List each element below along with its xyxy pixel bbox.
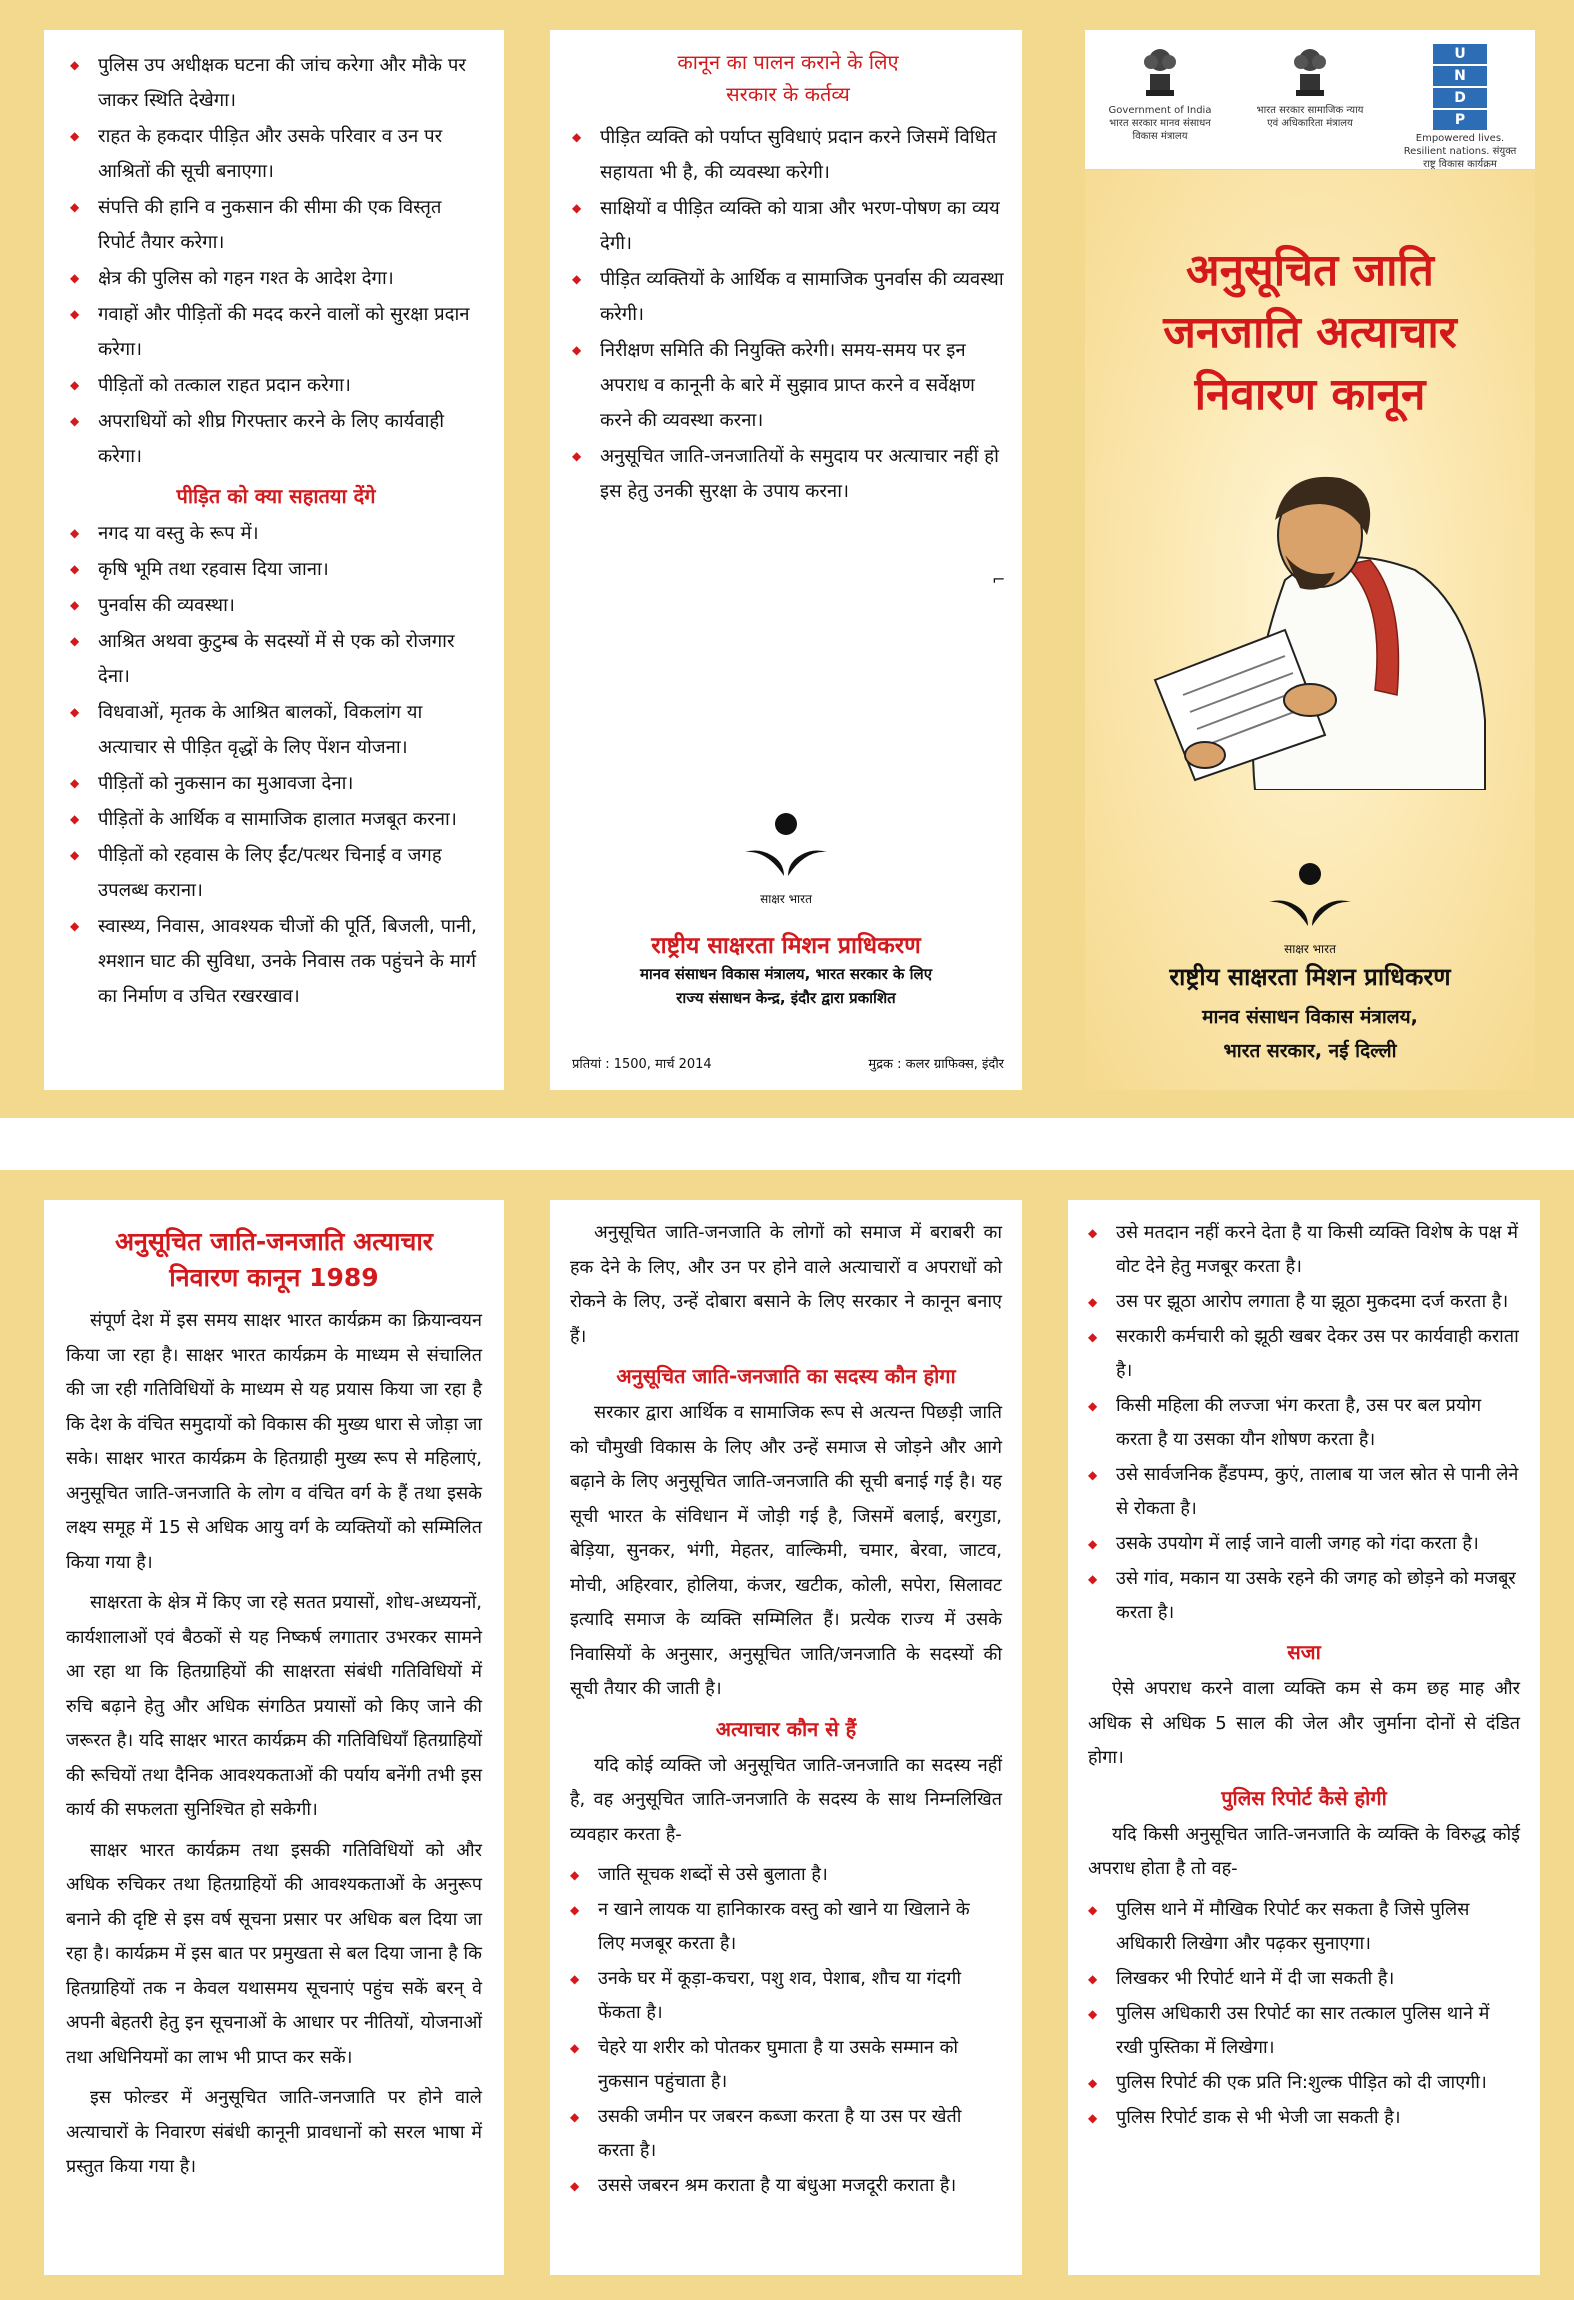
- ministry-line: भारत सरकार, नई दिल्ली: [1223, 1040, 1397, 1062]
- list-item: ◆ उसकी जमीन पर जबरन कब्जा करता है या उस पर खेती करता है।: [570, 2100, 1002, 2168]
- undp-letter: U: [1433, 44, 1487, 64]
- member-heading: अनुसूचित जाति-जनजाति का सदस्य कौन होगा: [616, 1364, 956, 1388]
- law-intro-paragraph: अनुसूचित जाति-जनजाति के लोगों को समाज में बराबरी का हक देने के लिए, और उन पर होने वाले अत्याचारों व अपराधों को रोकने के लिए, उन्हें दोबारा बसाने के लिए सरकार ने कानून बनाए हैं।: [570, 1222, 1002, 1347]
- undp-letter: N: [1433, 66, 1487, 86]
- list-item: ◆ विधवाओं, मृतक के आश्रित बालकों, विकलांग या अत्याचार से पीड़ित वृद्धों के लिए पेंशन योजना।: [70, 695, 482, 765]
- list-item: ◆ जाति सूचक शब्दों से उसे बुलाता है।: [570, 1858, 1002, 1892]
- cover-area: [1085, 170, 1535, 1090]
- list-item: ◆ उसे मतदान नहीं करने देता है या किसी व्यक्ति विशेष के पक्ष में वोट देने हेतु मजबूर करता है।: [1088, 1216, 1520, 1284]
- intro-paragraph: इस फोल्डर में अनुसूचित जाति-जनजाति पर होने वाले अत्याचारों के निवारण संबंधी कानूनी प्रावधानों को सरल भाषा में प्रस्तुत किया गया है।: [66, 2087, 482, 2177]
- undp-letter: P: [1433, 110, 1487, 130]
- ashoka-emblem-icon: [1140, 44, 1180, 100]
- list-item: ◆ राहत के हकदार पीड़ित और उसके परिवार व उन पर आश्रितों की सूची बनाएगा।: [70, 119, 482, 189]
- list-item: ◆ पुलिस रिपोर्ट की एक प्रति नि:शुल्क पीड़ित को दी जाएगी।: [1088, 2066, 1520, 2100]
- ministry-line: मानव संसाधन विकास मंत्रालय,: [1202, 1006, 1418, 1028]
- list-item: ◆ पुलिस अधिकारी उस रिपोर्ट का सार तत्काल पुलिस थाने में रखी पुस्तिका में लिखेगा।: [1088, 1997, 1520, 2065]
- cover-ministry: [1085, 1000, 1535, 1068]
- saakshar-bharat-logo-icon: [1265, 860, 1355, 940]
- list-item: ◆ पीड़ितों को नुकसान का मुआवजा देना।: [70, 766, 482, 801]
- intro-paragraph: साक्षर भारत कार्यक्रम तथा इसकी गतिविधियों को और अधिक रुचिकर तथा हितग्राहियों की आवश्यकताओं के अनुरूप बनाने की दृष्टि से इस वर्ष सूचना प्रसार पर अधिक बल दिया जा रहा है। कार्यक्रम में इस बात पर प्रमुखता से बल दिया जाना है कि हितग्राहियों तक न केवल यथासमय सूचनाएं पहुंच सकें बरन् वे अपनी बेहतरी हेतु इन सूचनाओं के आधार पर नीतियों, योजनाओं तथा अधिनियमों का लाभ भी प्राप्त कर सकें।: [66, 1839, 482, 2068]
- intro-paragraph: साक्षरता के क्षेत्र में किए जा रहे सतत प्रयासों, शोध-अध्ययनों, कार्यशालाओं एवं बैठकों से यह निष्कर्ष लगातार उभरकर सामने आ रहा था कि हितग्राहियों की साक्षरता संबंधी गतिविधियों में रुचि बढ़ाने हेतु और अधिक संगठित प्रयासों को किए जाने की जरूरत है। यदि साक्षर भारत कार्यक्रम की गतिविधियाँ हितग्राहियों की रूचियों तथा दैनिक आवश्यकताओं की पर्याय बनेंगी तभी इस कार्य की सफलता सुनिश्चित हो सकेगी।: [66, 1592, 482, 1820]
- list-item: ◆ साक्षियों व पीड़ित व्यक्ति को यात्रा और भरण-पोषण का व्यय देगी।: [572, 191, 1004, 261]
- list-item: ◆ नगद या वस्तु के रूप में।: [70, 516, 482, 551]
- list-item: ◆ किसी महिला की लज्जा भंग करता है, उस पर बल प्रयोग करता है या उसका यौन शोषण करता है।: [1088, 1389, 1520, 1457]
- punishment-heading: सजा: [1287, 1640, 1321, 1664]
- list-item: ◆ क्षेत्र की पुलिस को गहन गश्त के आदेश देगा।: [70, 261, 482, 296]
- police-report-list: [1088, 1893, 1520, 2135]
- help-heading: पीड़ित को क्या सहातया देंगे: [176, 484, 376, 508]
- list-item: ◆ पीड़ितों को तत्काल राहत प्रदान करेगा।: [70, 368, 482, 403]
- undp-logo-icon: [1433, 44, 1487, 130]
- list-item: ◆ सरकारी कर्मचारी को झूठी खबर देकर उस पर कार्यवाही कराता है।: [1088, 1320, 1520, 1388]
- cover-title: [1085, 240, 1535, 426]
- list-item: ◆ पीड़ित व्यक्ति को पर्याप्त सुविधाएं प्रदान करने जिसमें विधित सहायता भी है, की व्यवस्था करेगी।: [572, 120, 1004, 190]
- list-item: ◆ उस पर झूठा आरोप लगाता है या झूठा मुकदमा दर्ज करता है।: [1088, 1285, 1520, 1319]
- corner-mark: ⌐: [992, 570, 1006, 589]
- punishment-paragraph: ऐसे अपराध करने वाला व्यक्ति कम से कम छह माह और अधिक से अधिक 5 साल की जेल और जुर्माना दोनों से दंडित होगा।: [1088, 1678, 1520, 1768]
- list-item: ◆ पुलिस थाने में मौखिक रिपोर्ट कर सकता है जिसे पुलिस अधिकारी लिखेगा और पढ़कर सुनाएगा।: [1088, 1893, 1520, 1961]
- member-paragraph: सरकार द्वारा आर्थिक व सामाजिक रूप से अत्यन्त पिछड़ी जाति को चौमुखी विकास के लिए और उन्हें समाज से जोड़ने और आगे बढ़ाने के लिए अनुसूचित जाति-जनजाति की सूची बनाई गई है। यह सूची भारत के संविधान में जोड़ी गई है, जिसमें बलाई, बरगुडा, बेड़िया, सुनकर, भंगी, मेहतर, वाल्किमी, चमार, बेरवा, जाटव, मोची, अहिरवार, होलिया, कंजर, खटीक, कोली, सपेरा, सिलावट इत्यादि समाज के व्यक्ति सम्मिलित हैं। प्रत्येक राज्य में उसके निवासियों के अनुसार, अनुसूचित जाति/जनजाति के सदस्यों की सूची तैयार की जाती है।: [570, 1402, 1002, 1699]
- govt-duties-title: [572, 46, 1004, 110]
- publisher-line: राज्य संसाधन केन्द्र, इंदौर द्वारा प्रकाशित: [676, 989, 896, 1007]
- list-item: ◆ उससे जबरन श्रम कराता है या बंधुआ मजदूरी कराता है।: [570, 2169, 1002, 2203]
- title-line: जनजाति अत्याचार: [1163, 307, 1457, 358]
- logo-caption: साक्षर भारत: [1284, 942, 1336, 956]
- panel-top-left: [44, 30, 504, 1090]
- list-item: ◆ स्वास्थ्य, निवास, आवश्यक चीजों की पूर्ति, बिजली, पानी, श्मशान घाट की सुविधा, उनके निवास तक पहुंचने के मार्ग का निर्माण व उचित रखरखाव।: [70, 909, 482, 1014]
- act-title: [66, 1224, 482, 1296]
- list-item: ◆ लिखकर भी रिपोर्ट थाने में दी जा सकती है।: [1088, 1962, 1520, 1996]
- panel-bottom-middle: [550, 1200, 1022, 2275]
- saakshar-bharat-logo-icon: [741, 810, 831, 890]
- panel-cover: [1085, 30, 1535, 1090]
- logo-caption: साक्षर भारत: [760, 892, 812, 906]
- printer-info: मुद्रक : कलर ग्राफिक्स, इंदौर: [868, 1057, 1004, 1072]
- print-info: [572, 1054, 1004, 1072]
- list-item: ◆ चेहरे या शरीर को पोतकर घुमाता है या उसके सम्मान को नुकसान पहुंचाता है।: [570, 2031, 1002, 2099]
- panel-bottom-right: [1068, 1200, 1540, 2275]
- emblem-undp: [1400, 44, 1520, 171]
- emblem-social-justice: [1250, 44, 1370, 130]
- list-item: ◆ पीड़ित व्यक्तियों के आर्थिक व सामाजिक पुनर्वास की व्यवस्था करेगी।: [572, 262, 1004, 332]
- emblem-row: [1085, 30, 1535, 170]
- list-item: ◆ पुनर्वास की व्यवस्था।: [70, 588, 482, 623]
- title-line: निवारण कानून: [1194, 369, 1426, 420]
- list-item: ◆ पीड़ितों को रहवास के लिए ईंट/पत्थर चिनाई व जगह उपलब्ध कराना।: [70, 838, 482, 908]
- panel-top-middle: [550, 30, 1022, 1090]
- cover-logo-block: [1085, 860, 1535, 957]
- list-item: ◆ पीड़ितों के आर्थिक व सामाजिक हालात मजबूत करना।: [70, 802, 482, 837]
- saakshar-logo-block: [550, 810, 1022, 907]
- publisher-block: [550, 930, 1022, 1010]
- police-report-heading: पुलिस रिपोर्ट कैसे होगी: [1221, 1785, 1387, 1810]
- title-line: अनुसूचित जाति: [1185, 245, 1435, 296]
- atrocity-paragraph: यदि कोई व्यक्ति जो अनुसूचित जाति-जनजाति का सदस्य नहीं है, वह अनुसूचित जाति-जनजाति के सदस्य के साथ निम्नलिखित व्यवहार करता है-: [570, 1754, 1002, 1845]
- emblem-caption: Government of India भारत सरकार मानव संसाधन विकास मंत्रालय: [1108, 105, 1212, 142]
- police-report-paragraph: यदि किसी अनुसूचित जाति-जनजाति के व्यक्ति के विरुद्ध कोई अपराध होता है तो वह-: [1088, 1823, 1520, 1879]
- list-item: ◆ गवाहों और पीड़ितों की मदद करने वालों को सुरक्षा प्रदान करेगा।: [70, 297, 482, 367]
- list-item: ◆ आश्रित अथवा कुटुम्ब के सदस्यों में से एक को रोजगार देना।: [70, 624, 482, 694]
- undp-letter: D: [1433, 88, 1487, 108]
- list-item: ◆ उसके उपयोग में लाई जाने वाली जगह को गंदा करता है।: [1088, 1527, 1520, 1561]
- list-item: ◆ अनुसूचित जाति-जनजातियों के समुदाय पर अत्याचार नहीं हो इस हेतु उनकी सुरक्षा के उपाय करना।: [572, 439, 1004, 509]
- list-item: ◆ उनके घर में कूड़ा-कचरा, पशु शव, पेशाब, शौच या गंदगी फेंकता है।: [570, 1962, 1002, 2030]
- list-item: ◆ उसे गांव, मकान या उसके रहने की जगह को छोड़ने को मजबूर करता है।: [1088, 1562, 1520, 1630]
- title-line: अनुसूचित जाति-जनजाति अत्याचार: [114, 1227, 434, 1256]
- list-item: ◆ कृषि भूमि तथा रहवास दिया जाना।: [70, 552, 482, 587]
- list-item: ◆ निरीक्षण समिति की नियुक्ति करेगी। समय-समय पर इन अपराध व कानूनी के बारे में सुझाव प्राप्त करने व सर्वेक्षण करने की व्यवस्था करना।: [572, 333, 1004, 438]
- list-item: ◆ संपत्ति की हानि व नुकसान की सीमा की एक विस्तृत रिपोर्ट तैयार करेगा।: [70, 190, 482, 260]
- title-line: सरकार के कर्तव्य: [726, 82, 850, 106]
- cover-org-name: राष्ट्रीय साक्षरता मिशन प्राधिकरण: [1169, 963, 1451, 991]
- atrocity-heading: अत्याचार कौन से हैं: [715, 1716, 857, 1741]
- atrocity-list-continued: [1088, 1216, 1520, 1630]
- publisher-line: मानव संसाधन विकास मंत्रालय, भारत सरकार के लिए: [639, 965, 933, 983]
- org-name: राष्ट्रीय साक्षरता मिशन प्राधिकरण: [651, 933, 921, 959]
- panel-bottom-left: [44, 1200, 504, 2275]
- list-item: ◆ अपराधियों को शीघ्र गिरफ्तार करने के लिए कार्यवाही करेगा।: [70, 404, 482, 474]
- ashoka-emblem-icon: [1290, 44, 1330, 100]
- list-item: ◆ पुलिस रिपोर्ट डाक से भी भेजी जा सकती है।: [1088, 2101, 1520, 2135]
- list-item: ◆ न खाने लायक या हानिकारक वस्तु को खाने या खिलाने के लिए मजबूर करता है।: [570, 1893, 1002, 1961]
- copies-info: प्रतियां : 1500, मार्च 2014: [572, 1057, 712, 1072]
- atrocity-list: [570, 1858, 1002, 2203]
- govt-duties-list: [572, 120, 1004, 509]
- man-reading-illustration-icon: [1135, 460, 1495, 790]
- emblem-caption: भारत सरकार सामाजिक न्याय एवं अधिकारिता मंत्रालय: [1256, 105, 1364, 129]
- list-item: ◆ उसे सार्वजनिक हैंडपम्प, कुएं, तालाब या जल स्रोत से पानी लेने से रोकता है।: [1088, 1458, 1520, 1526]
- title-line: कानून का पालन कराने के लिए: [677, 50, 899, 74]
- police-duties-list: [70, 48, 482, 474]
- help-list: [70, 516, 482, 1014]
- emblem-caption: Empowered lives. Resilient nations. संयुक्त राष्ट्र विकास कार्यक्रम: [1403, 133, 1517, 170]
- intro-paragraph: संपूर्ण देश में इस समय साक्षर भारत कार्यक्रम का क्रियान्वयन किया जा रहा है। साक्षर भारत कार्यक्रम के माध्यम से संचालित की जा रही गतिविधियों के माध्यम से यह प्रयास किया जा रहा है कि देश के वंचित समुदायों को विकास की मुख्य धारा से जोड़ा जा सके। साक्षर भारत कार्यक्रम के हितग्राही मुख्य रूप से महिलाएं, अनुसूचित जाति-जनजाति के लोग व वंचित वर्ग के हैं तथा इसके लक्ष्य समूह में 15 से अधिक आयु वर्ग के व्यक्तियों को सम्मिलित किया गया है।: [66, 1310, 482, 1573]
- emblem-hrd: [1100, 44, 1220, 143]
- title-line: निवारण कानून 1989: [169, 1263, 379, 1292]
- list-item: ◆ पुलिस उप अधीक्षक घटना की जांच करेगा और मौके पर जाकर स्थिति देखेगा।: [70, 48, 482, 118]
